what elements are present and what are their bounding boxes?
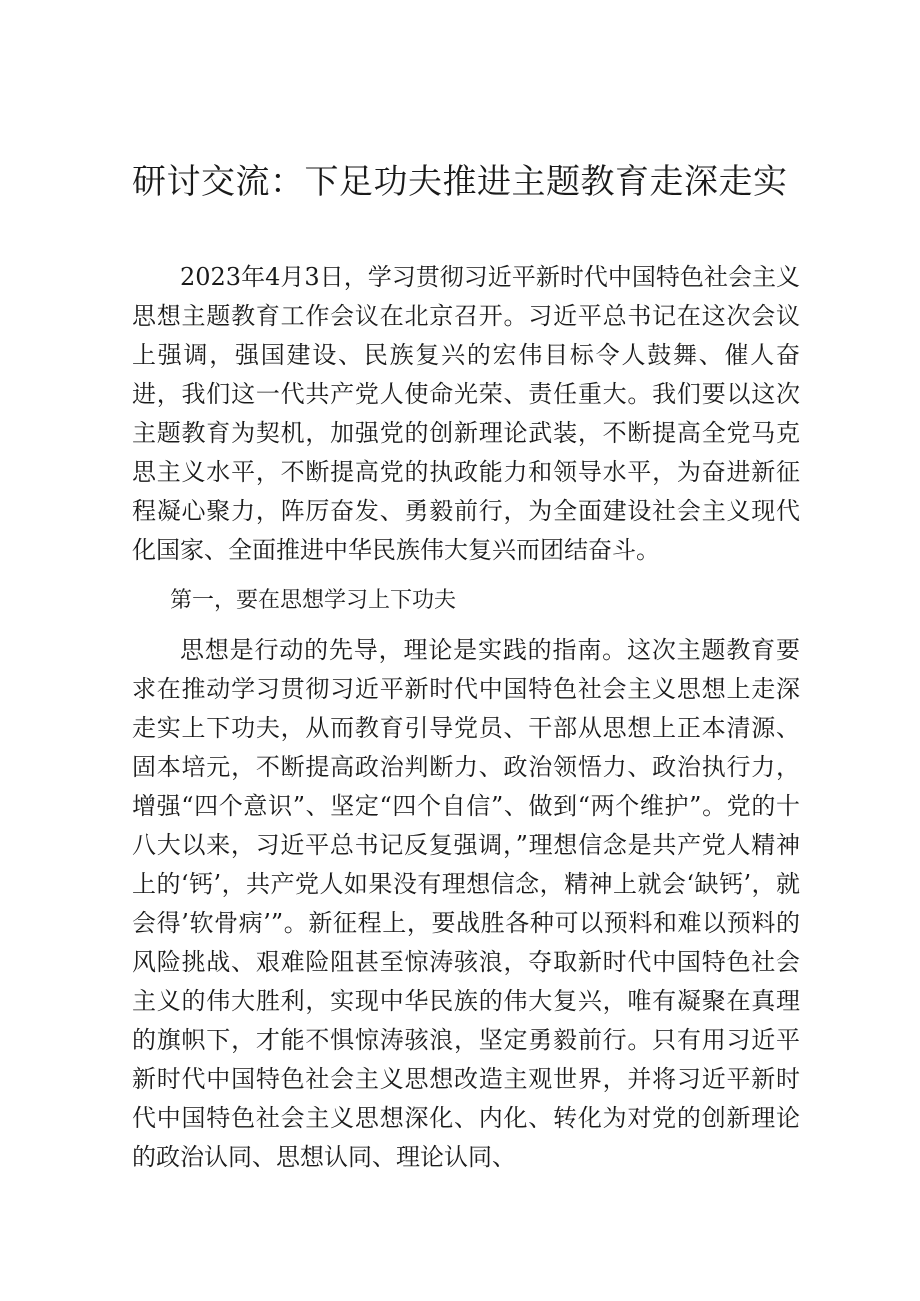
section-paragraph: 思想是行动的先导，理论是实践的指南。这次主题教育要求在推动学习贯彻习近平新时代中国特色社会主义思想上走深走实上下功夫，从而教育引导党员、干部从思想上正本清源、固本培元，不断提高政治判断力、政治领悟力、政治执行力，增强“四个意识”、坚定“四个自信”、做到“两个维护”。党的十八大以来，习近平总书记反复强调，”理想信念是共产党人精神上的‘钙’，共产党人如果没有理想信念，精神上就会‘缺钙’，就会得’软骨病’”。新征程上，要战胜各种可以预料和难以预料的风险挑战、艰难险阻甚至惊涛骇浪，夺取新时代中国特色社会主义的伟大胜利，实现中华民族的伟大复兴，唯有凝聚在真理的旗帜下，才能不惧惊涛骇浪，坚定勇毅前行。只有用习近平新时代中国特色社会主义思想改造主观世界，并将习近平新时代中国特色社会主义思想深化、内化、转化为对党的创新理论的政治认同、思想认同、理论认同、 [132,636,800,1171]
document-title: 研讨交流：下足功夫推进主题教育走深走实 [132,162,788,202]
intro-paragraph: 2023年4月3日，学习贯彻习近平新时代中国特色社会主义思想主题教育工作会议在北京召开。习近平总书记在这次会议上强调，强国建设、民族复兴的宏伟目标令人鼓舞、催人奋进，我们这一代共产党人使命光荣、责任重大。我们要以这次主题教育为契机，加强党的创新理论武装，不断提高全党马克思主义水平，不断提高党的执政能力和领导水平，为奋进新征程凝心聚力，阵厉奋发、勇毅前行，为全面建设社会主义现代化国家、全面推进中华民族伟大复兴而团结奋斗。 [132,263,800,564]
section-heading: 第一，要在思想学习上下功夫 [170,588,457,613]
document-body [132,258,800,1188]
